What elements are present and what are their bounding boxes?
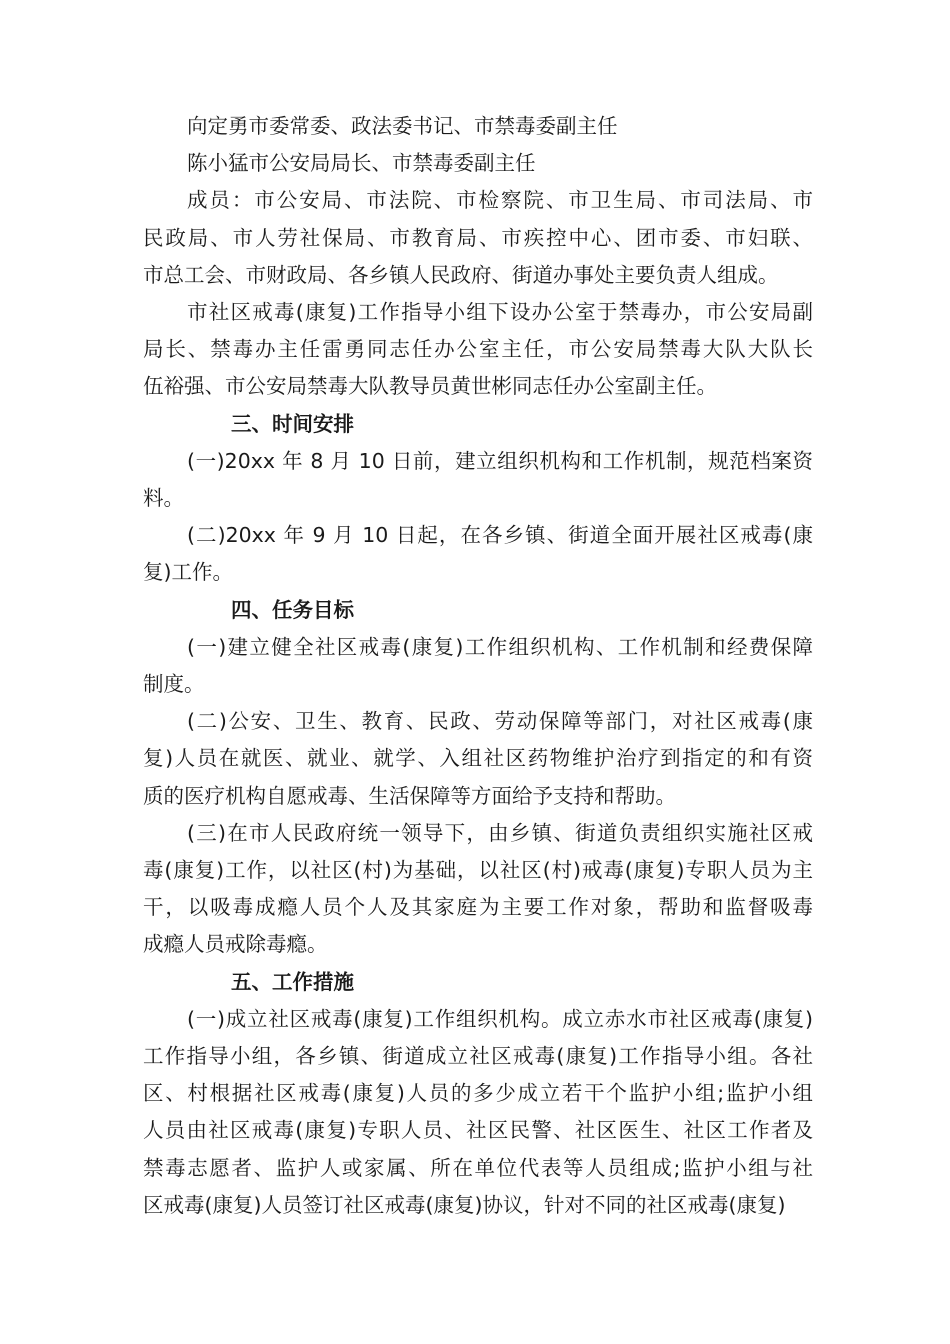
text-line: 复)人员在就医、就业、就学、入组社区药物维护治疗到指定的和有资	[143, 746, 813, 771]
text-line: 制度。	[143, 672, 205, 697]
schedule-item-2	[143, 517, 813, 591]
text-line: 陈小猛市公安局局长、市禁毒委副主任	[187, 151, 536, 176]
text-line: (二)20xx 年 9 月 10 日起，在各乡镇、街道全面开展社区戒毒(康	[187, 523, 813, 548]
schedule-item-1	[143, 443, 813, 517]
text-line: 民政局、市人劳社保局、市教育局、市疾控中心、团市委、市妇联、	[143, 225, 813, 250]
text-line: 工作指导小组，各乡镇、街道成立社区戒毒(康复)工作指导小组。各社	[143, 1044, 813, 1069]
section-five-heading	[143, 964, 813, 1001]
text-line: 毒(康复)工作，以社区(村)为基础，以社区(村)戒毒(康复)专职人员为主	[143, 858, 813, 883]
text-line: 伍裕强、市公安局禁毒大队教导员黄世彬同志任办公室副主任。	[143, 374, 717, 399]
text-line: 区戒毒(康复)人员签订社区戒毒(康复)协议，针对不同的社区戒毒(康复)	[143, 1192, 786, 1217]
leader-chen-xiaomeng	[143, 145, 813, 182]
text-line: 区、村根据社区戒毒(康复)人员的多少成立若干个监护小组;监护小组	[143, 1081, 813, 1106]
text-line: 复)工作。	[143, 560, 233, 585]
text-line: 成员：市公安局、市法院、市检察院、市卫生局、市司法局、市	[187, 188, 813, 213]
document-body	[143, 108, 813, 1224]
section-three-heading	[143, 406, 813, 443]
text-line: (一)建立健全社区戒毒(康复)工作组织机构、工作机制和经费保障	[187, 634, 813, 659]
goal-item-1	[143, 629, 813, 703]
office-setup	[143, 294, 813, 406]
text-line: 市总工会、市财政局、各乡镇人民政府、街道办事处主要负责人组成。	[143, 262, 779, 287]
measure-item-1	[143, 1001, 813, 1224]
text-line: 人员由社区戒毒(康复)专职人员、社区民警、社区医生、社区工作者及	[143, 1118, 813, 1143]
text-line: 三、时间安排	[231, 411, 354, 436]
text-line: 干，以吸毒成瘾人员个人及其家庭为主要工作对象，帮助和监督吸毒	[143, 895, 813, 920]
goal-item-2	[143, 703, 813, 815]
text-line: 成瘾人员戒除毒瘾。	[143, 932, 328, 957]
section-four-heading	[143, 592, 813, 629]
text-line: 禁毒志愿者、监护人或家属、所在单位代表等人员组成;监护小组与社	[143, 1155, 813, 1180]
text-line: (三)在市人民政府统一领导下，由乡镇、街道负责组织实施社区戒	[187, 820, 813, 845]
text-line: 料。	[143, 486, 184, 511]
text-line: 市社区戒毒(康复)工作指导小组下设办公室于禁毒办，市公安局副	[187, 300, 813, 325]
text-line: 向定勇市委常委、政法委书记、市禁毒委副主任	[187, 114, 618, 138]
text-line: 局长、禁毒办主任雷勇同志任办公室主任，市公安局禁毒大队大队长	[143, 337, 813, 362]
text-line: (一)20xx 年 8 月 10 日前，建立组织机构和工作机制，规范档案资	[187, 448, 813, 473]
text-line: (二)公安、卫生、教育、民政、劳动保障等部门，对社区戒毒(康	[187, 709, 813, 734]
leader-xiang-dingyong	[143, 108, 813, 145]
text-line: (一)成立社区戒毒(康复)工作组织机构。成立赤水市社区戒毒(康复)	[187, 1006, 813, 1031]
text-line: 质的医疗机构自愿戒毒、生活保障等方面给予支持和帮助。	[143, 783, 676, 808]
text-line: 四、任务目标	[231, 597, 354, 622]
goal-item-3	[143, 815, 813, 964]
members-list	[143, 182, 813, 294]
text-line: 五、工作措施	[231, 969, 354, 994]
